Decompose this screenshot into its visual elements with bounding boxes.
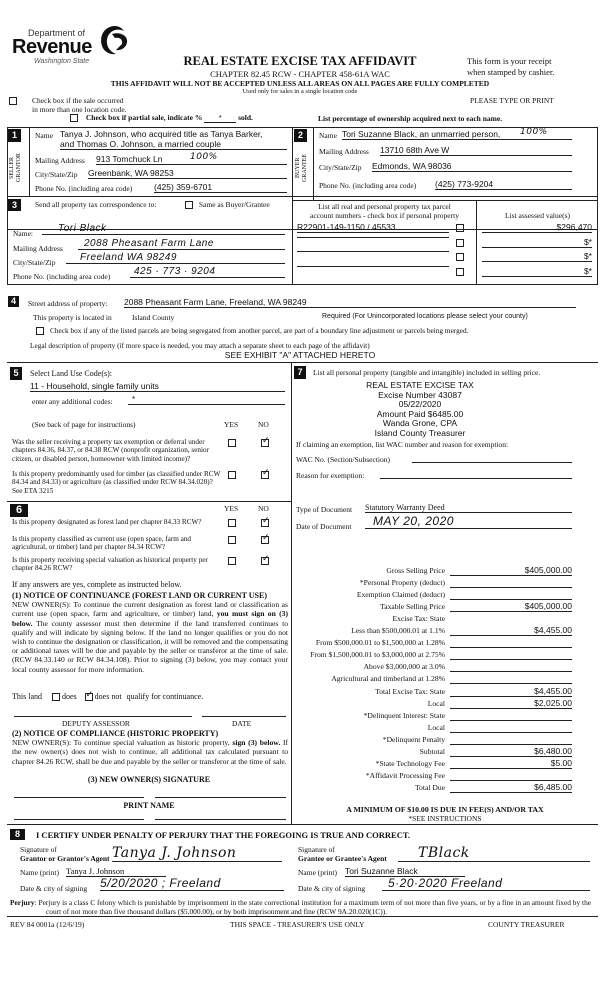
assessed-value-field[interactable]: $*: [482, 266, 592, 277]
s3-phone-label: Phone No. (including area code): [13, 272, 111, 281]
stamp-line: Island County Treasurer: [374, 427, 466, 438]
does-not-label: does not: [94, 692, 122, 701]
calc-label: Exemption Claimed (deduct): [356, 590, 445, 599]
grantor-sig-label-2: Grantor or Grantor's Agent: [20, 854, 110, 863]
partial-sale-row: [70, 113, 253, 123]
calc-label: Less than $500,000.01 at 1.1%: [351, 626, 445, 635]
divider-8-top: [7, 824, 598, 825]
notice-1: [12, 591, 288, 674]
grantor-name-label: Name (print): [20, 868, 59, 877]
grantee-date-city[interactable]: 5·20·2020 Freeland: [382, 876, 590, 891]
notice-2-title: (2) NOTICE OF COMPLIANCE (HISTORIC PROPERTY): [12, 729, 219, 738]
assessor-signature-line[interactable]: [14, 716, 192, 717]
print-name-label: PRINT NAME: [123, 801, 175, 810]
assessed-value-header: List assessed value(s): [505, 211, 570, 220]
s6-no-checkbox[interactable]: [261, 536, 269, 544]
s5-additional-label: enter any additional codes:: [32, 397, 113, 406]
s4-street-label: Street address of property:: [28, 299, 108, 308]
grantee-name-label: Name (print): [298, 868, 337, 877]
notice-1-text-b: The county assessor must then determine if the land transferred continues to qualify and will indicate by signing below. If the land no longer qualifies or you do not wish to continue the designation or classification, it will be removed and the compensating or additional taxes will be due and payable by the seller or transferor at the time of sale. (RCW 84.33.140 or RCW 84.34.108). Prior to signing (3) below, you may contact your local county assessor for more information.: [12, 618, 288, 674]
deputy-assessor-label: DEPUTY ASSESSOR: [62, 719, 130, 728]
calc-label: *Delinquent Interest: State: [363, 711, 445, 720]
receipt-note-2: when stamped by cashier.: [467, 67, 555, 77]
calc-label: Excise Tax: State: [392, 614, 445, 623]
section-3-number: 3: [8, 199, 21, 211]
treasurer-use-only: THIS SPACE - TREASURER'S USE ONLY: [230, 920, 365, 929]
s6-if-yes: If any answers are yes, complete as instructed below.: [12, 580, 182, 589]
stamp-line: Excise Number 43087: [378, 389, 462, 400]
s5-question-text: Was the seller receiving a property tax exemption or deferral under chapters 84.36, 84.37, or 84.38 RCW (nonprofit organization, senior citizen, or disabled person, homeowner with limited income)?: [12, 438, 209, 463]
s6-question-text: Is this property designated as forest land per chapter 84.33 RCW?: [12, 518, 202, 526]
same-as-buyer-label: Same as Buyer/Grantee: [198, 200, 270, 209]
s5-no-header: NO: [258, 420, 269, 429]
s5-yes-header: YES: [224, 420, 239, 429]
calc-value-field[interactable]: [450, 577, 572, 588]
calc-label: Gross Selling Price: [386, 566, 445, 575]
s4-required-note: Required (For Unincorporated locations please select your county): [322, 313, 528, 320]
seller-grantor-label: SELLER GRANTOR: [9, 153, 22, 183]
single-location-note: Used only for sales in a single location code: [242, 88, 358, 95]
notice-1-text-a: NEW OWNER(S): To continue the current designation as forest land or classification as current use (open space, farm and agriculture, or timber) land,: [12, 600, 288, 619]
calc-label: Subtotal: [419, 747, 445, 756]
calc-label: Total Excise Tax: State: [375, 687, 445, 696]
please-type: PLEASE TYPE OR PRINT: [470, 96, 554, 105]
assessor-date-line[interactable]: [202, 716, 286, 717]
logo-revenue: Revenue: [12, 36, 92, 58]
new-owner-signature-line-1[interactable]: [14, 797, 144, 798]
partial-sale-label: Check box if partial sale, indicate %: [85, 113, 203, 122]
s3-phone-field[interactable]: 425 · 773 · 9204: [130, 266, 285, 278]
parcel-account-field[interactable]: [297, 251, 449, 252]
new-owner-signature-line-2[interactable]: [155, 797, 286, 798]
partial-sale-suffix: sold.: [238, 113, 253, 122]
calc-label: *Personal Property (deduct): [359, 578, 445, 587]
calc-value-field[interactable]: [450, 710, 572, 721]
s4-located-value[interactable]: Island County: [132, 313, 175, 322]
s2-name-field[interactable]: Tori Suzanne Black, an unmarried person,: [342, 129, 572, 140]
grantor-signature[interactable]: Tanya J. Johnson: [112, 845, 282, 862]
s1-name-label: Name: [35, 131, 53, 140]
personal-property-checkbox[interactable]: [456, 239, 464, 247]
stamp-line: Wanda Grone, CPA: [382, 418, 458, 428]
s2-phone-label: Phone No. (including area code): [319, 181, 417, 190]
section-7-number: 7: [294, 366, 306, 379]
grantor-name[interactable]: Tanya J. Johnson: [66, 866, 166, 877]
section-1-side-divider: [29, 127, 30, 196]
ownership-note: List percentage of ownership acquired next to each name.: [318, 114, 503, 123]
does-label: does: [62, 692, 77, 701]
s1-city-label: City/State/Zip: [35, 170, 78, 179]
calc-value-field[interactable]: $5.00: [450, 758, 572, 769]
parcel-account-field[interactable]: [297, 237, 449, 238]
s3-same-as-row: [185, 200, 270, 209]
s5-no-checkbox[interactable]: [261, 471, 269, 479]
s1-mailing-label: Mailing Address: [35, 156, 85, 165]
calc-value-field[interactable]: $4,455.00: [450, 686, 572, 697]
s7-wac-label: WAC No. (Section/Subsection): [296, 455, 390, 464]
section-5-number: 5: [10, 367, 22, 380]
calc-label: From $1,500,000.01 to $3,000,000 at 2.75%: [310, 650, 445, 659]
calc-value-field[interactable]: [450, 673, 572, 684]
dor-swoosh-logo-icon: [98, 24, 130, 56]
assessed-value-field[interactable]: $*: [482, 251, 592, 262]
buyer-grantee-label: BUYER GRANTEE: [295, 154, 308, 182]
s5-instructions: (See back of page for instructions): [32, 420, 136, 429]
grantor-date-city[interactable]: 5/20/2020 ; Freeland: [100, 876, 284, 891]
s6-no-checkbox[interactable]: [261, 557, 269, 565]
s3-city-label: City/State/Zip: [13, 258, 56, 267]
treasurer-stamp: [340, 381, 500, 438]
perjury-notice: [10, 898, 592, 916]
s7-doc-type-label: Type of Document: [296, 505, 353, 514]
s5-no-checkbox[interactable]: [261, 439, 269, 447]
s6-question-text: Is this property classified as current use (open space, farm and agricultural, or timber) land per chapter 84.34 RCW?: [12, 535, 192, 552]
grantor-date-label: Date & city of signing: [20, 884, 88, 893]
continuance-row: [12, 692, 203, 701]
grantee-sig-label-2: Grantee or Grantee's Agent: [298, 854, 387, 863]
s4-segregated-label: Check box if any of the listed parcels are being segregated from another parcel, are part of a boundary line adjustment or parcels being merged.: [50, 326, 469, 335]
calc-value-field[interactable]: $405,000.00: [450, 601, 572, 612]
new-owner-signature-title: (3) NEW OWNER(S) SIGNATURE: [87, 775, 211, 784]
divider-5-6: [7, 501, 291, 502]
assessed-value-field[interactable]: $296,470: [482, 222, 592, 233]
calc-value-field[interactable]: $6,485.00: [450, 782, 572, 793]
multi-location-label-2: in more than one location code.: [32, 105, 127, 114]
assessed-value-field[interactable]: $*: [482, 237, 592, 248]
s7-reason-field[interactable]: [380, 469, 572, 479]
multi-location-row: [9, 96, 17, 105]
form-number: REV 84 0001a (12/6/19): [10, 920, 85, 929]
notice-2-text-a: NEW OWNER(S): To continue special valuation as historic property,: [12, 738, 230, 748]
section-4-number: 4: [8, 296, 19, 307]
s1-name-line1[interactable]: Tanya J. Johnson, who acquired title as Tanya Barker,: [60, 129, 263, 139]
parcel-account-field[interactable]: [297, 266, 449, 267]
segregated-checkbox[interactable]: [36, 327, 44, 335]
stamp-line: REAL ESTATE EXCISE TAX: [366, 380, 474, 390]
calc-label: Total Due: [414, 783, 445, 792]
s2-name-label: Name: [319, 131, 337, 140]
completion-warning: THIS AFFIDAVIT WILL NOT BE ACCEPTED UNLESS ALL AREAS ON ALL PAGES ARE FULLY COMPLETED: [110, 79, 490, 88]
multi-location-checkbox[interactable]: [9, 97, 17, 105]
grantee-sig-label-1: Signature of: [298, 845, 335, 854]
parcels-header-2: account numbers - check box if personal property: [310, 211, 459, 220]
notice-1-bold: you must sign on (3) below.: [12, 609, 288, 628]
calc-label: Local: [427, 699, 445, 708]
parcel-account-field[interactable]: R22901-149-1150 / 45533: [297, 222, 449, 233]
footer-divider: [7, 916, 598, 917]
calc-value-field[interactable]: $6,480.00: [450, 746, 572, 757]
s6-no-header: NO: [258, 504, 269, 513]
s1-name-line2[interactable]: and Thomas O. Johnson, a married couple: [60, 139, 287, 150]
perjury-label: Perjury: [10, 898, 35, 907]
this-land-label: This land: [12, 692, 42, 701]
notice-2-text-b: If the new owner(s) does not wish to continue, all additional tax calculated pursuant to chapter 84.26 RCW, shall be due and payable by the seller or transferor at the time of sale.: [12, 738, 289, 766]
s6-question-text: Is this property receiving special valuation as historical property per chapter 84.26 RCW?: [12, 556, 208, 573]
logo-state: Washington State: [34, 58, 90, 65]
calc-label: Taxable Selling Price: [380, 602, 445, 611]
same-as-buyer-checkbox[interactable]: [185, 201, 193, 209]
s7-exemption-label: If claiming an exemption, list WAC number and reason for exemption:: [296, 440, 509, 449]
s3-name-label: Name:: [13, 229, 33, 238]
calc-value-field[interactable]: [450, 661, 572, 672]
stamp-line: 05/22/2020: [398, 399, 442, 409]
calc-value-field[interactable]: $405,000.00: [450, 565, 572, 576]
calc-value-field[interactable]: [450, 589, 572, 600]
dor-logo: [12, 24, 132, 68]
calc-label: Agricultural and timberland at 1.28%: [331, 674, 445, 683]
perjury-text: : Perjury is a class C felony which is punishable by imprisonment in the state correctional institution for a maximum term of not more than five years, or by a fine in an amount fixed by the court of not more than five thousand dollars ($5,000.00), or by both imprisonment and fine (RCW 9A.20.020(1C)).: [34, 898, 592, 916]
see-instructions-note: *SEE INSTRUCTIONS: [408, 814, 482, 823]
print-name-line-2[interactable]: [155, 819, 286, 820]
section-8-number: 8: [10, 829, 25, 840]
s5-question-text: Is this property predominantly used for timber (as classified under RCW 84.34 and 84.33) or agriculture (as classified under RCW 84.34.020)? See ETA 3215: [12, 470, 221, 495]
s6-yes-header: YES: [224, 504, 239, 513]
parcels-header-1: List all real and personal property tax parcel: [318, 202, 451, 211]
multi-location-label-1: Check box if the sale occurred: [32, 96, 124, 105]
s4-located-label: This property is located in: [33, 313, 112, 322]
calc-label: *Affidavit Processing Fee: [365, 771, 445, 780]
s3-name-field[interactable]: Tori Black: [42, 223, 285, 235]
s2-mailing-field[interactable]: 13710 68th Ave W: [380, 145, 572, 156]
section-1-number: 1: [8, 129, 21, 142]
s1-phone-field[interactable]: (425) 359-6701: [154, 182, 287, 193]
qualify-label: qualify for continuance.: [126, 692, 204, 701]
personal-property-checkbox[interactable]: [456, 253, 464, 261]
s1-percent-hand: 100%: [190, 152, 218, 162]
logo-dept-of: Department of: [28, 28, 86, 38]
s7-wac-field[interactable]: [412, 453, 572, 463]
s5-select-label: Select Land Use Code(s):: [30, 369, 112, 378]
s6-yes-checkbox[interactable]: [228, 536, 236, 544]
partial-sale-checkbox[interactable]: [70, 114, 78, 122]
s6-yes-checkbox[interactable]: [228, 557, 236, 565]
s6-yes-checkbox[interactable]: [228, 519, 236, 527]
s3-city-field[interactable]: Freeland WA 98249: [66, 252, 285, 264]
s4-street-field[interactable]: 2088 Pheasant Farm Lane, Freeland, WA 98249: [124, 297, 576, 308]
form-chapter: CHAPTER 82.45 RCW - CHAPTER 458-61A WAC: [210, 69, 390, 79]
s4-legal-value[interactable]: SEE EXHIBIT "A" ATTACHED HERETO: [224, 350, 376, 360]
s3-mailing-label: Mailing Address: [13, 244, 63, 253]
print-name-line-1[interactable]: [14, 819, 144, 820]
s7-reason-label: Reason for exemption:: [296, 471, 365, 480]
notice-2: [12, 729, 288, 766]
calc-value-field[interactable]: [450, 637, 572, 648]
s3-send-label: Send all property tax correspondence to:: [35, 200, 157, 209]
s1-phone-label: Phone No. (including area code): [35, 184, 133, 193]
does-not-qualify-checkbox[interactable]: [85, 693, 93, 701]
county-treasurer: COUNTY TREASURER: [488, 920, 565, 929]
s5-additional-field[interactable]: *: [128, 395, 285, 405]
calc-label: Above $3,000,000 at 3.0%: [363, 662, 445, 671]
s7-doc-type-field[interactable]: Statutory Warranty Deed: [365, 503, 572, 513]
calc-label: Local: [427, 723, 445, 732]
does-qualify-checkbox[interactable]: [52, 693, 60, 701]
minimum-due-note: A MINIMUM OF $10.00 IS DUE IN FEE(S) AND/OR TAX: [346, 805, 544, 814]
calc-value-field[interactable]: [450, 734, 572, 745]
s2-city-label: City/State/Zip: [319, 163, 362, 172]
personal-property-checkbox[interactable]: [456, 268, 464, 276]
s7-doc-date-label: Date of Document: [296, 522, 352, 531]
calc-label: From $500,000.01 to $1,500,000 at 1.28%: [315, 638, 445, 647]
s1-city-field[interactable]: Greenbank, WA 98253: [88, 168, 287, 179]
s2-phone-field[interactable]: (425) 773-9204: [435, 179, 572, 190]
calc-value-field[interactable]: $4,455.00: [450, 625, 572, 636]
s6-no-checkbox[interactable]: [261, 519, 269, 527]
grantor-sig-label-1: Signature of: [20, 845, 57, 854]
section-6-number: 6: [10, 504, 28, 517]
calc-value-field[interactable]: $2,025.00: [450, 698, 572, 709]
notice-1-title: (1) NOTICE OF CONTINUANCE (FOREST LAND OR CURRENT USE): [12, 591, 267, 600]
calc-label: *State Technology Fee: [375, 759, 445, 768]
notice-2-bold: sign (3) below.: [232, 738, 281, 748]
calc-label: *Delinquent Penalty: [382, 735, 445, 744]
certify-statement: I CERTIFY UNDER PENALTY OF PERJURY THAT THE FOREGOING IS TRUE AND CORRECT.: [36, 830, 411, 840]
personal-property-checkbox[interactable]: [456, 224, 464, 232]
grantee-signature[interactable]: TBlack: [398, 845, 590, 862]
s5-yes-checkbox[interactable]: [228, 471, 236, 479]
grantee-name[interactable]: Tori Suzanne Black: [345, 866, 465, 877]
s7-doc-date-field[interactable]: MAY 20, 2020: [365, 514, 572, 529]
section-2-side-divider: [313, 127, 314, 200]
calc-value-field[interactable]: [450, 649, 572, 660]
s2-city-field[interactable]: Edmonds, WA 98036: [372, 161, 572, 172]
calc-value-field[interactable]: [450, 770, 572, 781]
section-2-number: 2: [294, 129, 307, 142]
grantee-date-label: Date & city of signing: [298, 884, 366, 893]
receipt-note-1: This form is your receipt: [467, 56, 552, 66]
s4-legal-label: Legal description of property (if more space is needed, you may attach a separate sheet to each page of the affidavit): [30, 341, 370, 350]
calc-value-field[interactable]: [450, 722, 572, 733]
s2-percent-hand: 100%: [520, 127, 548, 137]
assessor-date-label: DATE: [232, 719, 252, 728]
s1-mailing-field[interactable]: 913 Tomchuck Ln: [96, 154, 287, 165]
s5-land-use-field[interactable]: 11 - Household, single family units: [30, 381, 285, 392]
s7-personal-property-label: List all personal property (tangible and intangible) included in selling price.: [313, 368, 541, 377]
s5-yes-checkbox[interactable]: [228, 439, 236, 447]
s3-mailing-field[interactable]: 2088 Pheasant Farm Lane: [78, 238, 285, 250]
form-title: REAL ESTATE EXCISE TAX AFFIDAVIT: [183, 54, 417, 68]
partial-sale-percent[interactable]: *: [204, 113, 236, 123]
s2-mailing-label: Mailing Address: [319, 147, 369, 156]
s4-segregated-row: [36, 326, 44, 335]
stamp-line: Amount Paid $6485.00: [376, 408, 464, 419]
